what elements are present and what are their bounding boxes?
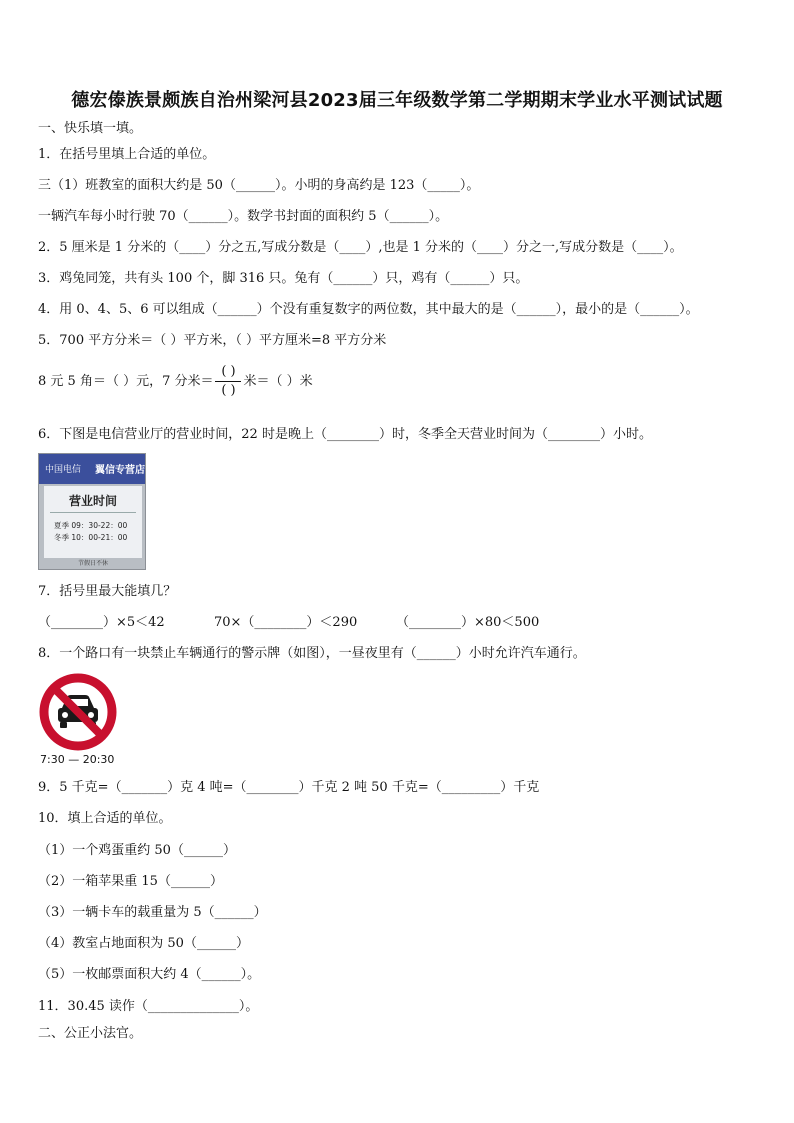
question-11: 11．30.45 读作（______________）。 bbox=[38, 999, 259, 1014]
sign-footer: 节假日不休 bbox=[77, 560, 108, 567]
question-7-b: 70×（________）＜290 bbox=[214, 615, 358, 630]
shop-name: 翼信专营店 bbox=[95, 465, 145, 476]
page-title: 德宏傣族景颇族自治州梁河县2023届三年级数学第二学期期末学业水平测试试题 bbox=[71, 90, 723, 111]
fraction-denominator: ( ) bbox=[221, 383, 236, 398]
question-10-item: （5）一枚邮票面积大约 4（______）。 bbox=[38, 967, 261, 982]
question-2: 2．5 厘米是 1 分米的（____）分之五,写成分数是（____）,也是 1 分米的（____）分之一,写成分数是（____）。 bbox=[38, 240, 683, 255]
winter-hours: 冬季 10：00-21：00 bbox=[54, 533, 128, 542]
question-7-stem: 7．括号里最大能填几？ bbox=[38, 584, 177, 599]
section-heading-1: 一、快乐填一填。 bbox=[38, 121, 143, 136]
question-1-line-1: 三（1）班教室的面积大约是 50（______）。小明的身高约是 123（_____）。 bbox=[38, 178, 480, 193]
business-hours-sign-image bbox=[38, 453, 146, 570]
fraction-blank bbox=[215, 364, 241, 399]
section-heading-2: 二、公正小法官。 bbox=[38, 1026, 143, 1041]
question-8: 8．一个路口有一块禁止车辆通行的警示牌（如图），一昼夜里有（______）小时允许汽车通行。 bbox=[38, 646, 586, 661]
question-6: 6．下图是电信营业厅的营业时间，22 时是晚上（________）时，冬季全天营业时间为（________）小时。 bbox=[38, 427, 652, 442]
summer-hours: 夏季 09：30-22：00 bbox=[54, 521, 128, 530]
fraction-numerator: ( ) bbox=[221, 364, 236, 379]
question-10-item: （2）一箱苹果重 15（______） bbox=[38, 874, 223, 889]
fraction-bar bbox=[215, 381, 241, 382]
sign-heading: 营业时间 bbox=[68, 494, 117, 508]
question-5-part-a: 8 元 5 角＝（ ）元，7 分米＝ bbox=[38, 374, 214, 389]
question-1-stem: 1．在括号里填上合适的单位。 bbox=[38, 147, 216, 162]
question-5-line-2 bbox=[38, 364, 313, 399]
question-5-line-1: 5．700 平方分米＝（ ）平方米，（ ）平方厘米=8 平方分米 bbox=[38, 333, 387, 348]
telecom-logo: 中国电信 bbox=[45, 465, 82, 475]
question-10-stem: 10．填上合适的单位。 bbox=[38, 811, 172, 826]
question-10-item: （1）一个鸡蛋重约 50（______） bbox=[38, 843, 236, 858]
question-3: 3．鸡兔同笼，共有头 100 个，脚 316 只。兔有（______）只，鸡有（______）只。 bbox=[38, 271, 529, 286]
no-vehicles-sign-icon bbox=[38, 672, 118, 752]
sign-panel bbox=[44, 486, 142, 558]
question-1-line-2: 一辆汽车每小时行驶 70（______）。数学书封面的面积约 5（______）。 bbox=[38, 209, 449, 224]
question-7-a: （________）×5＜42 bbox=[38, 615, 165, 630]
sign-time-caption: 7:30 — 20:30 bbox=[40, 753, 115, 766]
sign-divider bbox=[50, 512, 136, 513]
question-7-c: （________）×80＜500 bbox=[396, 615, 540, 630]
question-9: 9．5 千克=（_______）克 4 吨=（________）千克 2 吨 50 千克=（_________）千克 bbox=[38, 780, 540, 795]
question-10-item: （4）教室占地面积为 50（______） bbox=[38, 936, 249, 951]
question-10-item: （3）一辆卡车的载重量为 5（______） bbox=[38, 905, 267, 920]
question-4: 4．用 0、4、5、6 可以组成（______）个没有重复数字的两位数，其中最大的是（______），最小的是（______）。 bbox=[38, 302, 699, 317]
question-5-part-b: 米＝（ ）米 bbox=[243, 374, 313, 389]
